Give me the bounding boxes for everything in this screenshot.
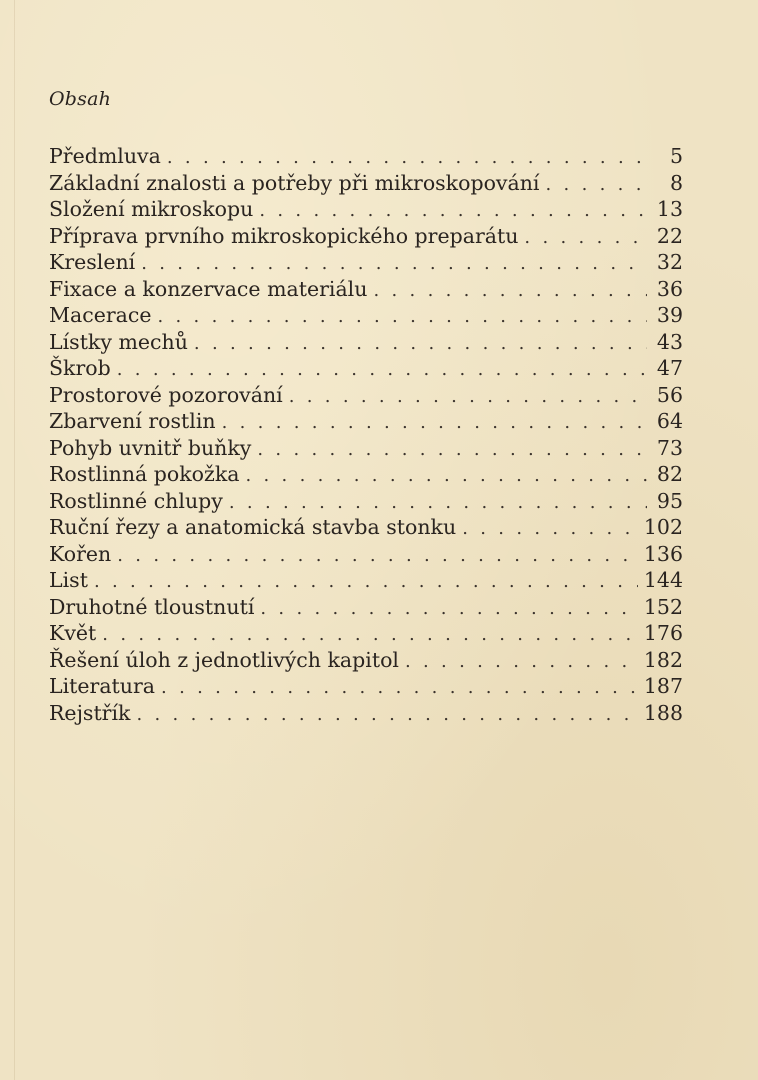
toc-leader-dots: [289, 384, 647, 411]
toc-leader-dots: [524, 225, 647, 252]
toc-entry: [49, 514, 683, 541]
toc-entry: [49, 594, 683, 621]
toc-leader-dots: [545, 172, 647, 199]
toc-entry-title: Rostlinné chlupy: [49, 488, 223, 513]
toc-entry: [49, 620, 683, 647]
toc-entry-title: Pohyb uvnitř buňky: [49, 435, 252, 460]
toc-entry-title: Škrob: [49, 356, 111, 380]
toc-leader-dots: [257, 437, 647, 464]
toc-entry: [49, 355, 683, 382]
toc-leader-dots: [117, 357, 647, 384]
toc-entry-page-number: 47: [656, 356, 683, 380]
toc-entry-page-number: 39: [656, 303, 683, 327]
toc-entry-title: Kořen: [49, 541, 112, 566]
toc-entry: [49, 541, 683, 568]
toc-entry-page-number: 144: [643, 568, 683, 592]
page-edge-shadow: [14, 0, 15, 1080]
toc-entry: [49, 382, 683, 409]
toc-entry-title: Příprava prvního mikroskopického preparátu: [49, 223, 519, 248]
toc-entry-title: Kreslení: [49, 250, 136, 274]
toc-entry-title: Rostlinná pokožka: [49, 462, 240, 486]
toc-leader-dots: [405, 649, 638, 676]
toc-leader-dots: [136, 702, 637, 729]
toc-entry: [49, 276, 683, 303]
toc-entry: [49, 673, 683, 700]
toc-entry-page-number: 95: [656, 488, 683, 513]
toc-entry-title: Fixace a konzervace materiálu: [49, 276, 368, 301]
toc-entry: [49, 170, 683, 197]
toc-entry-title: Základní znalosti a potřeby při mikroskopování: [49, 170, 540, 195]
toc-entry: [49, 143, 683, 170]
toc-leader-dots: [117, 543, 638, 570]
toc-entry-page-number: 188: [643, 700, 683, 725]
toc-leader-dots: [229, 490, 647, 517]
toc-leader-dots: [102, 622, 638, 649]
toc-entry-title: List: [49, 568, 88, 592]
toc-entry-page-number: 36: [656, 276, 683, 301]
toc-entry-page-number: 13: [656, 197, 683, 221]
toc-entry-page-number: 182: [643, 647, 683, 672]
toc-entry-page-number: 176: [643, 621, 683, 645]
table-of-contents: [49, 143, 683, 726]
toc-entry-title: Rejstřík: [49, 700, 131, 725]
toc-entry-title: Macerace: [49, 303, 152, 327]
toc-entry-page-number: 5: [669, 144, 683, 168]
toc-leader-dots: [141, 251, 647, 278]
toc-entry-title: Druhotné tloustnutí: [49, 594, 255, 619]
toc-entry: [49, 329, 683, 356]
toc-entry-page-number: 8: [669, 170, 683, 195]
toc-entry: [49, 647, 683, 674]
toc-entry-page-number: 187: [643, 674, 683, 698]
toc-entry-title: Prostorové pozorování: [49, 382, 283, 407]
toc-entry: [49, 249, 683, 276]
toc-leader-dots: [259, 198, 647, 225]
toc-entry-title: Zbarvení rostlin: [49, 409, 216, 433]
toc-leader-dots: [260, 596, 637, 623]
toc-entry: [49, 223, 683, 250]
toc-entry-page-number: 32: [656, 250, 683, 274]
toc-entry: [49, 302, 683, 329]
toc-entry-title: Květ: [49, 621, 97, 645]
toc-entry: [49, 488, 683, 515]
toc-entry-title: Předmluva: [49, 144, 161, 168]
toc-entry: [49, 435, 683, 462]
toc-leader-dots: [194, 331, 647, 358]
toc-leader-dots: [94, 569, 638, 596]
toc-leader-dots: [373, 278, 647, 305]
toc-leader-dots: [462, 516, 638, 543]
toc-entry-page-number: 22: [656, 223, 683, 248]
toc-entry: [49, 461, 683, 488]
toc-entry-page-number: 43: [656, 329, 683, 354]
toc-entry-title: Ruční řezy a anatomická stavba stonku: [49, 515, 457, 539]
toc-leader-dots: [157, 304, 647, 331]
toc-entry-page-number: 64: [656, 409, 683, 433]
toc-entry-title: Lístky mechů: [49, 329, 188, 354]
toc-leader-dots: [161, 675, 638, 702]
toc-entry-page-number: 73: [656, 435, 683, 460]
toc-entry: [49, 408, 683, 435]
toc-leader-dots: [245, 463, 647, 490]
toc-entry-page-number: 152: [643, 594, 683, 619]
toc-entry-title: Řešení úloh z jednotlivých kapitol: [49, 647, 399, 672]
toc-entry: [49, 196, 683, 223]
toc-leader-dots: [222, 410, 647, 437]
toc-entry-page-number: 82: [656, 462, 683, 486]
toc-entry-title: Literatura: [49, 674, 156, 698]
toc-leader-dots: [167, 145, 647, 172]
toc-heading: Obsah: [49, 88, 112, 110]
toc-entry-page-number: 56: [656, 382, 683, 407]
toc-entry: [49, 567, 683, 594]
toc-entry: [49, 700, 683, 727]
toc-entry-page-number: 102: [643, 515, 683, 539]
toc-entry-title: Složení mikroskopu: [49, 197, 254, 221]
toc-entry-page-number: 136: [643, 541, 683, 566]
